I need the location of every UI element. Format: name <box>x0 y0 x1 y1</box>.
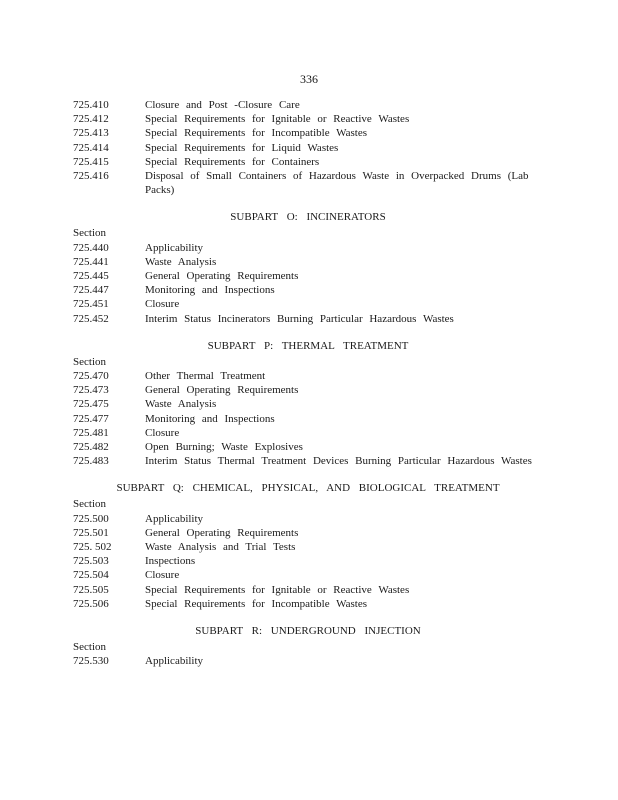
section-label: Section <box>73 498 106 511</box>
section-title: Inspections <box>145 555 196 568</box>
toc-row <box>73 512 543 526</box>
toc-row <box>73 568 543 582</box>
toc-row <box>73 283 543 297</box>
toc-row <box>73 155 543 169</box>
section-number: 725.413 <box>73 127 109 140</box>
toc-row <box>73 126 543 140</box>
toc-row <box>73 540 543 554</box>
toc-row <box>73 141 543 155</box>
toc-row <box>73 554 543 568</box>
section-label: Section <box>73 355 106 368</box>
toc-row <box>73 241 543 255</box>
section-number: 725.506 <box>73 597 109 610</box>
section-number: 725.416 <box>73 170 109 183</box>
section-number: 725.415 <box>73 155 109 168</box>
section-title: Monitoring and Inspections <box>145 284 275 297</box>
toc-row <box>73 597 543 611</box>
toc-row <box>73 426 543 440</box>
section-title: General Operating Requirements <box>145 526 299 539</box>
section-title: Interim Status Thermal Treatment Devices Burning Particular Hazardous Wastes <box>145 455 532 468</box>
section-title: Other Thermal Treatment <box>145 370 266 383</box>
section-number: 725.410 <box>73 99 109 111</box>
section-title: Waste Analysis <box>145 398 217 411</box>
section-number: 725.501 <box>73 526 109 539</box>
section-title: Special Requirements for Incompatible Wastes <box>145 127 368 140</box>
section-title: Open Burning; Waste Explosives <box>145 441 303 454</box>
section-number: 725.503 <box>73 555 109 568</box>
toc-row <box>73 526 543 540</box>
section-title: Special Requirements for Liquid Wastes <box>145 141 339 154</box>
section-number: 725.445 <box>73 270 109 283</box>
section-number: 725.452 <box>73 312 109 325</box>
toc-row <box>73 255 543 269</box>
section-label: Section <box>73 641 106 654</box>
subpart-heading: SUBPART Q: CHEMICAL, PHYSICAL, AND BIOLOGICAL TREATMENT <box>116 482 500 495</box>
section-number: 725.470 <box>73 370 109 383</box>
section-title: Closure <box>145 426 180 439</box>
section-title: Waste Analysis <box>145 255 217 268</box>
toc-row <box>73 297 543 311</box>
section-title: Applicability <box>145 512 204 525</box>
toc-row <box>73 397 543 411</box>
toc-row <box>73 312 543 326</box>
section-number: 725.504 <box>73 569 109 582</box>
section-number: 725.477 <box>73 412 109 425</box>
section-number: 725.414 <box>73 141 109 154</box>
section-title: Interim Status Incinerators Burning Particular Hazardous Wastes <box>145 312 454 325</box>
section-number: 725.412 <box>73 113 109 126</box>
subpart-block <box>73 98 543 197</box>
subpart-block <box>73 624 543 668</box>
section-title: Closure and Post -Closure Care <box>145 99 300 111</box>
section-title: Special Requirements for Ignitable or Reactive Wastes <box>145 113 410 126</box>
toc-row <box>73 269 543 283</box>
toc-row <box>73 112 543 126</box>
section-number: 725.530 <box>73 655 109 668</box>
subpart-block <box>73 481 543 611</box>
section-number: 725.473 <box>73 384 109 397</box>
toc-row <box>73 654 543 668</box>
subpart-heading: SUBPART P: THERMAL TREATMENT <box>207 339 409 352</box>
toc-row <box>73 98 543 112</box>
section-title: Applicability <box>145 241 204 254</box>
section-title: Applicability <box>145 655 204 668</box>
section-title: Special Requirements for Ignitable or Reactive Wastes <box>145 583 410 596</box>
toc-row <box>73 454 543 468</box>
section-title: Closure <box>145 298 180 311</box>
subpart-heading: SUBPART R: UNDERGROUND INJECTION <box>195 625 421 638</box>
section-title: Special Requirements for Containers <box>145 155 320 168</box>
toc-row <box>73 412 543 426</box>
section-number: 725.451 <box>73 298 109 311</box>
section-title: Disposal of Small Containers of Hazardous Waste in Overpacked Drums (Lab Packs) <box>145 170 529 197</box>
toc-row <box>73 583 543 597</box>
section-number: 725.482 <box>73 441 109 454</box>
section-title: General Operating Requirements <box>145 270 299 283</box>
page-number: 336 <box>300 72 318 86</box>
section-title: General Operating Requirements <box>145 384 299 397</box>
table-of-contents <box>73 98 543 669</box>
toc-row <box>73 169 543 197</box>
section-number: 725.441 <box>73 255 109 268</box>
subpart-block <box>73 339 543 469</box>
section-title: Closure <box>145 569 180 582</box>
subpart-block <box>73 210 543 325</box>
section-number: 725.483 <box>73 455 109 468</box>
section-number: 725.500 <box>73 512 109 525</box>
section-title: Waste Analysis and Trial Tests <box>145 541 296 554</box>
section-number: 725. 502 <box>73 541 112 554</box>
section-number: 725.475 <box>73 398 109 411</box>
section-label: Section <box>73 227 106 240</box>
subpart-heading: SUBPART O: INCINERATORS <box>230 211 386 224</box>
section-title: Special Requirements for Incompatible Wastes <box>145 597 368 610</box>
section-title: Monitoring and Inspections <box>145 412 275 425</box>
section-number: 725.440 <box>73 241 109 254</box>
section-number: 725.505 <box>73 583 109 596</box>
toc-row <box>73 383 543 397</box>
toc-row <box>73 440 543 454</box>
section-number: 725.447 <box>73 284 109 297</box>
section-number: 725.481 <box>73 426 109 439</box>
toc-row <box>73 369 543 383</box>
